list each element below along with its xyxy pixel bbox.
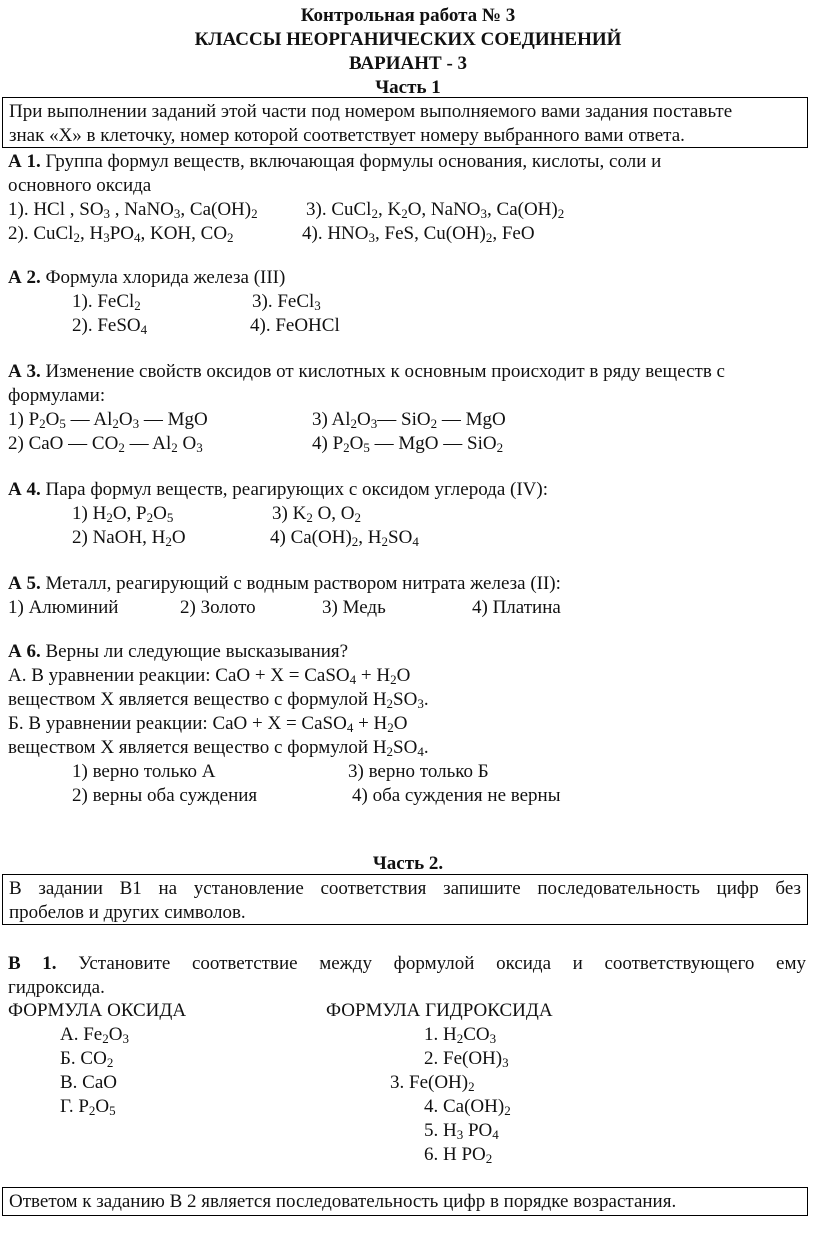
- hydroxide-column-header: ФОРМУЛА ГИДРОКСИДА: [326, 1000, 553, 1021]
- question-b1-label: В 1.: [8, 953, 57, 974]
- a4-option-2: 2) NaOH, $H_2O$: [72, 527, 186, 549]
- a6-option-1: 1) верно только А: [72, 761, 216, 782]
- instructions-1-line2: знак «Х» в клеточку, номер которой соответствует номеру выбранного вами ответа.: [9, 125, 685, 146]
- a3-option-4: 4) $P_2O_5$ — MgO — SiO$_2$: [312, 433, 504, 455]
- doc-title: Контрольная работа № 3: [300, 5, 516, 26]
- a1-option-4: 4). $HNO_3$, FeS, $Cu(OH)_2$, FeO: [302, 223, 535, 245]
- question-a4-label: А 4.: [8, 479, 41, 500]
- a3-option-1: 1) $P_2O_5$ — $Al_2O_3$ — MgO: [8, 409, 208, 431]
- part1-heading: Часть 1: [375, 77, 441, 98]
- instructions-box-1: [2, 97, 808, 148]
- instructions-3-line: Ответом к заданию В 2 является последовательность цифр в порядке возрастания.: [9, 1191, 677, 1212]
- a4-option-3: 3) $K_2$ O, $O_2$: [272, 503, 362, 525]
- a4-option-1: 1) $H_2O$, $P_2O_5$: [72, 503, 174, 525]
- statement-b-text: Б. В уравнении реакции: CaO + X = CaSO: [8, 713, 347, 734]
- a2-option-3: 3). FeCl$_3$: [252, 291, 321, 313]
- question-a6-text: Верны ли следующие высказывания?: [40, 641, 349, 662]
- oxide-a: А. $Fe_2O_3$: [60, 1024, 129, 1046]
- oxide-g: Г. $P_2O_5$: [60, 1096, 116, 1118]
- oxide-column-header: ФОРМУЛА ОКСИДА: [8, 1000, 187, 1021]
- statement-b-cont-text: веществом Х является вещество с формулой H: [8, 737, 387, 758]
- question-a1-text-2: основного оксида: [8, 175, 152, 196]
- question-a2-label: А 2.: [8, 267, 41, 288]
- a5-option-4: 4) Платина: [472, 597, 561, 618]
- a5-option-2: 2) Золото: [180, 597, 256, 618]
- question-b1-text-1: Установите соответствие между формулой оксида и соответствующего ему: [56, 953, 806, 974]
- a6-option-4: 4) оба суждения не верны: [352, 785, 561, 806]
- question-b1-text-2: гидроксида.: [8, 977, 105, 998]
- a2-option-1: 1). FeCl$_2$: [72, 291, 141, 313]
- question-a4-text: Пара формул веществ, реагирующих с оксидом углерода (IV):: [40, 479, 549, 500]
- question-a5: [8, 572, 561, 596]
- question-a1-label: А 1.: [8, 151, 41, 172]
- a5-option-3: 3) Медь: [322, 597, 386, 618]
- oxide-b: Б. $CO_2$: [60, 1048, 114, 1070]
- question-a4: [8, 478, 548, 502]
- a4-option-4: 4) $Ca(OH)_2$, $H_2SO_4$: [270, 527, 419, 549]
- hydroxide-2: 2. $Fe(OH)_3$: [424, 1048, 509, 1070]
- a5-option-1: 1) Алюминий: [8, 597, 119, 618]
- question-a5-label: А 5.: [8, 573, 41, 594]
- question-a3-text-2: формулами:: [8, 385, 106, 406]
- hydroxide-1: 1. $H_2CO_3$: [424, 1024, 497, 1046]
- instructions-box-3: [2, 1187, 808, 1216]
- question-a2: [8, 266, 285, 290]
- question-a1: [8, 150, 661, 174]
- a3-option-3: 3) $Al_2O_3—$ SiO$_2$ — MgO: [312, 409, 506, 431]
- instructions-box-2: [2, 874, 808, 925]
- statement-b: Б. В уравнении реакции: CaO + X = CaSO$_4$ + $H_2O$: [8, 713, 408, 735]
- hydroxide-6: 6. H $PO_2$: [424, 1144, 493, 1166]
- a2-option-2: 2). FeSO$_4$: [72, 315, 148, 337]
- hydroxide-3: 3. $Fe(OH)_2$: [390, 1072, 475, 1094]
- hydroxide-5: 5. $H_3$ $PO_4$: [424, 1120, 499, 1142]
- a6-option-3: 3) верно только Б: [348, 761, 489, 782]
- statement-a-text: А. В уравнении реакции: CaO + X = CaSO: [8, 665, 350, 686]
- a1-option-2: 2). CuCl$_2$, $H_3PO_4$, KOH, $CO_2$: [8, 223, 234, 245]
- question-a3: [8, 360, 725, 384]
- instructions-2-line1: В задании В1 на установление соответствия запишите последовательность цифр без: [9, 878, 801, 899]
- a1-option-1: 1). HCl , $SO_3$ , NaNO$_3$, $Ca(OH)_2$: [8, 199, 258, 221]
- oxide-v: В. CaO: [60, 1072, 117, 1093]
- statement-a-cont: веществом Х является вещество с формулой $H_2SO_3$.: [8, 689, 429, 711]
- variant-label: ВАРИАНТ - 3: [348, 53, 468, 74]
- question-a1-text-1: Группа формул веществ, включающая формулы основания, кислоты, соли и: [40, 151, 662, 172]
- statement-a: А. В уравнении реакции: CaO + X = CaSO$_4$ + $H_2O$: [8, 665, 411, 687]
- question-a5-text: Металл, реагирующий с водным раствором нитрата железа (II):: [40, 573, 561, 594]
- instructions-1-line1: При выполнении заданий этой части под номером выполняемого вами задания поставьте: [9, 101, 733, 122]
- part2-heading: Часть 2.: [372, 853, 444, 874]
- question-a6-label: А 6.: [8, 641, 41, 662]
- question-a6: [8, 640, 348, 664]
- a2-option-4: 4). FeOHCl: [250, 315, 340, 336]
- question-a3-label: А 3.: [8, 361, 41, 382]
- statement-b-cont: веществом Х является вещество с формулой $H_2SO_4$.: [8, 737, 429, 759]
- a6-option-2: 2) верны оба суждения: [72, 785, 258, 806]
- a1-option-3: 3). CuCl$_2$, $K_2O$, NaNO$_3$, $Ca(OH)_2$: [306, 199, 565, 221]
- instructions-2-line2: пробелов и других символов.: [9, 902, 246, 923]
- question-b1: [8, 952, 806, 976]
- statement-a-cont-text: веществом Х является вещество с формулой H: [8, 689, 387, 710]
- doc-subtitle: КЛАССЫ НЕОРГАНИЧЕСКИХ СОЕДИНЕНИЙ: [194, 29, 622, 50]
- question-a3-text-1: Изменение свойств оксидов от кислотных к основным происходит в ряду веществ с: [40, 361, 725, 382]
- a3-option-2: 2) CaO — $CO_2$ — $Al_2$ $O_3$: [8, 433, 203, 455]
- question-a2-text: Формула хлорида железа (III): [40, 267, 286, 288]
- hydroxide-4: 4. $Ca(OH)_2$: [424, 1096, 511, 1118]
